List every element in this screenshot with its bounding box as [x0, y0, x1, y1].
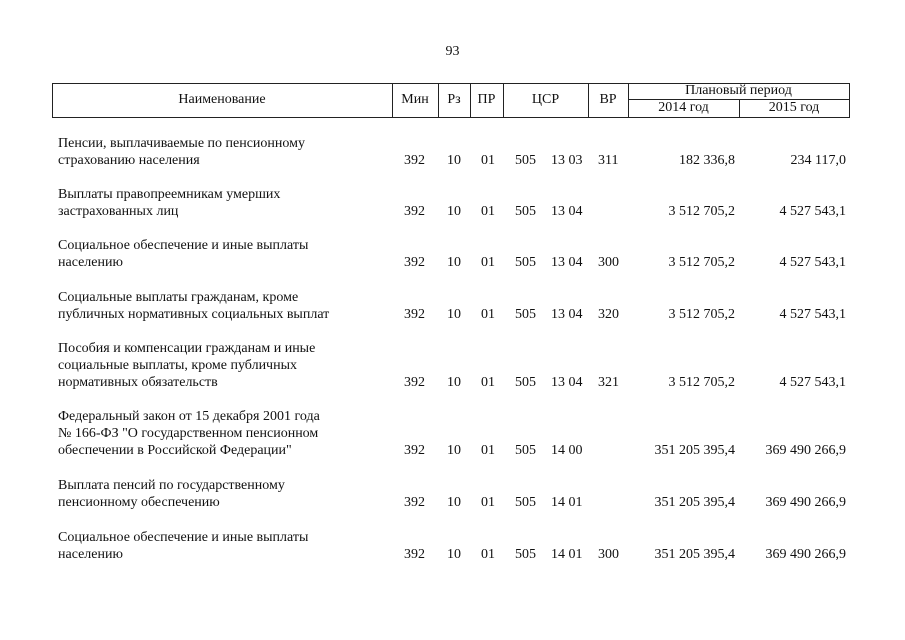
cell-2014: 182 336,8	[679, 153, 735, 168]
cell-csr-sub: 13 04	[551, 307, 583, 322]
row-name-line: Социальные выплаты гражданам, кроме	[58, 290, 299, 305]
cell-rz: 10	[447, 204, 461, 219]
cell-csr-sub: 13 03	[551, 153, 583, 168]
table-row	[0, 529, 905, 563]
row-name-line: публичных нормативных социальных выплат	[58, 307, 330, 322]
header-divider	[849, 83, 850, 118]
cell-rz: 10	[447, 153, 461, 168]
cell-pr: 01	[481, 307, 495, 322]
cell-csr-program: 505	[515, 547, 536, 562]
row-name-line: Выплата пенсий по государственному	[58, 478, 285, 493]
header-min: Мин	[401, 92, 429, 107]
row-name-line: обеспечении в Российской Федерации"	[58, 443, 292, 458]
row-name-line: Социальное обеспечение и иные выплаты	[58, 238, 309, 253]
cell-rz: 10	[447, 307, 461, 322]
row-name	[58, 408, 388, 459]
cell-rz: 10	[447, 375, 461, 390]
cell-vr: 300	[598, 547, 619, 562]
header-rz: Рз	[447, 92, 461, 107]
header-planned-period: Плановый период	[685, 83, 792, 98]
row-name-line: Пенсии, выплачиваемые по пенсионному	[58, 136, 306, 151]
row-name	[58, 135, 388, 169]
header-csr: ЦСР	[531, 92, 560, 107]
cell-min: 392	[404, 375, 425, 390]
header-pr: ПР	[477, 92, 496, 107]
row-name-line: Выплаты правопреемникам умерших	[58, 187, 281, 202]
header-name: Наименование	[178, 92, 266, 107]
cell-csr-program: 505	[515, 443, 536, 458]
table-row	[0, 289, 905, 323]
row-name-line: пенсионному обеспечению	[58, 495, 220, 510]
row-name-line: населению	[58, 255, 123, 270]
cell-min: 392	[404, 495, 425, 510]
header-vr: ВР	[599, 92, 617, 107]
cell-min: 392	[404, 443, 425, 458]
row-name-line: Пособия и компенсации гражданам и иные	[58, 341, 316, 356]
row-name	[58, 237, 388, 271]
row-name-line: № 166-ФЗ "О государственном пенсионном	[58, 426, 319, 441]
row-name	[58, 289, 388, 323]
cell-pr: 01	[481, 255, 495, 270]
cell-csr-program: 505	[515, 204, 536, 219]
cell-rz: 10	[447, 547, 461, 562]
cell-vr: 320	[598, 307, 619, 322]
row-name-line: населению	[58, 547, 123, 562]
table-row	[0, 408, 905, 459]
cell-2015: 369 490 266,9	[765, 547, 846, 562]
row-name	[58, 529, 388, 563]
cell-min: 392	[404, 547, 425, 562]
cell-pr: 01	[481, 547, 495, 562]
cell-2014: 351 205 395,4	[654, 443, 735, 458]
cell-csr-sub: 14 01	[551, 547, 583, 562]
cell-pr: 01	[481, 204, 495, 219]
cell-2015: 4 527 543,1	[779, 375, 846, 390]
cell-csr-sub: 14 00	[551, 443, 583, 458]
page-number: 93	[445, 44, 460, 59]
cell-rz: 10	[447, 255, 461, 270]
table-row	[0, 237, 905, 271]
cell-csr-sub: 13 04	[551, 204, 583, 219]
row-name	[58, 186, 388, 220]
cell-csr-sub: 14 01	[551, 495, 583, 510]
cell-min: 392	[404, 307, 425, 322]
row-name-line: социальные выплаты, кроме публичных	[58, 358, 297, 373]
cell-csr-sub: 13 04	[551, 375, 583, 390]
row-name-line: Федеральный закон от 15 декабря 2001 года	[58, 409, 320, 424]
cell-rz: 10	[447, 443, 461, 458]
cell-min: 392	[404, 255, 425, 270]
table-row	[0, 477, 905, 511]
row-name-line: страхованию населения	[58, 153, 200, 168]
cell-2014: 351 205 395,4	[654, 495, 735, 510]
row-name	[58, 340, 388, 391]
cell-vr: 300	[598, 255, 619, 270]
cell-2014: 3 512 705,2	[668, 307, 735, 322]
header-year-2015: 2015 год	[768, 100, 820, 115]
cell-2015: 369 490 266,9	[765, 495, 846, 510]
cell-2014: 3 512 705,2	[668, 255, 735, 270]
cell-pr: 01	[481, 375, 495, 390]
cell-2014: 3 512 705,2	[668, 375, 735, 390]
cell-rz: 10	[447, 495, 461, 510]
cell-2014: 351 205 395,4	[654, 547, 735, 562]
cell-pr: 01	[481, 153, 495, 168]
cell-csr-program: 505	[515, 307, 536, 322]
cell-2015: 4 527 543,1	[779, 307, 846, 322]
cell-pr: 01	[481, 495, 495, 510]
cell-min: 392	[404, 153, 425, 168]
table-row	[0, 340, 905, 391]
cell-min: 392	[404, 204, 425, 219]
cell-vr: 321	[598, 375, 619, 390]
cell-pr: 01	[481, 443, 495, 458]
cell-csr-program: 505	[515, 255, 536, 270]
cell-2015: 4 527 543,1	[779, 255, 846, 270]
cell-csr-program: 505	[515, 375, 536, 390]
table-row	[0, 186, 905, 220]
table-row	[0, 135, 905, 169]
cell-csr-sub: 13 04	[551, 255, 583, 270]
row-name-line: Социальное обеспечение и иные выплаты	[58, 530, 309, 545]
cell-2015: 369 490 266,9	[765, 443, 846, 458]
row-name-line: застрахованных лиц	[58, 204, 179, 219]
cell-vr: 311	[598, 153, 619, 168]
cell-2014: 3 512 705,2	[668, 204, 735, 219]
row-name	[58, 477, 388, 511]
header-bottom-rule	[52, 117, 850, 118]
cell-2015: 4 527 543,1	[779, 204, 846, 219]
cell-csr-program: 505	[515, 495, 536, 510]
header-year-2014: 2014 год	[658, 100, 709, 115]
cell-2015: 234 117,0	[790, 153, 846, 168]
cell-csr-program: 505	[515, 153, 536, 168]
row-name-line: нормативных обязательств	[58, 375, 218, 390]
